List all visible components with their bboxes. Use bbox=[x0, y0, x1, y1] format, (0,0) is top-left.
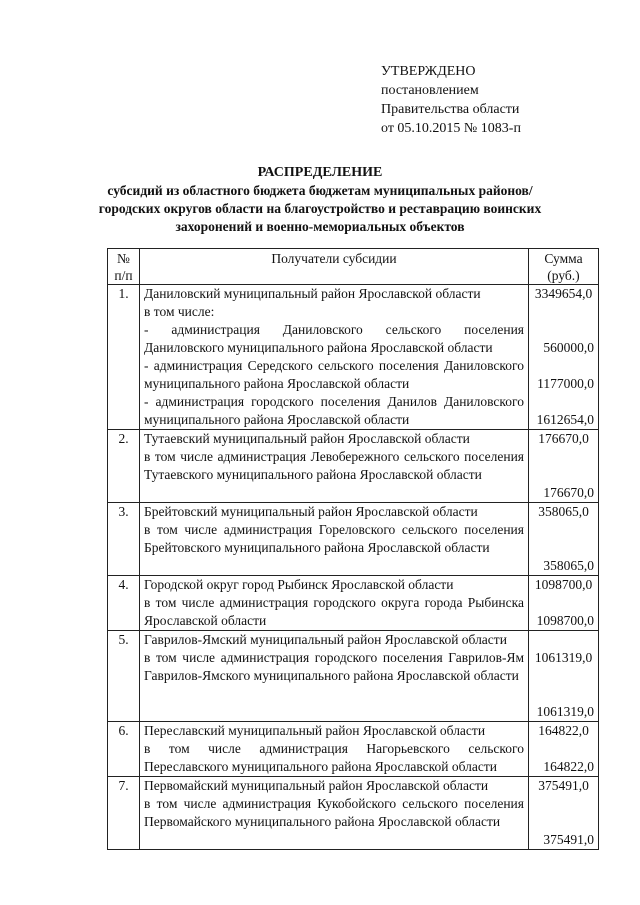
row-number: 4. bbox=[108, 576, 140, 631]
row-number: 3. bbox=[108, 503, 140, 576]
row-recipient-cell bbox=[140, 285, 529, 430]
row-sum-total: 358065,0 bbox=[538, 504, 589, 519]
recipient-main: Переславский муниципальный район Ярославской области bbox=[144, 723, 486, 738]
row-number: 5. bbox=[108, 631, 140, 722]
approval-stamp bbox=[381, 62, 521, 138]
row-recipient-cell bbox=[140, 503, 529, 576]
recipient-main: Брейтовский муниципальный район Ярославской области bbox=[144, 504, 478, 519]
recipient-detail: в том числе администрация Гореловского сельского поселения Брейтовского муниципального района Ярославской области bbox=[144, 522, 524, 555]
row-sum-total: 1098700,0 bbox=[534, 577, 593, 592]
table-row bbox=[108, 777, 599, 850]
row-sum-cell bbox=[529, 576, 599, 631]
row-sum-total: 164822,0 bbox=[538, 723, 589, 738]
row-sum-total: 3349654,0 bbox=[534, 286, 593, 301]
recipient-main: Городской округ город Рыбинск Ярославской области bbox=[144, 577, 454, 592]
row-recipient-cell bbox=[140, 576, 529, 631]
row-sum-total: 375491,0 bbox=[538, 778, 589, 793]
row-number: 6. bbox=[108, 722, 140, 777]
approval-label: УТВЕРЖДЕНО bbox=[381, 64, 476, 79]
recipient-main: Первомайский муниципальный район Ярославской области bbox=[144, 778, 489, 793]
approval-by: постановлением bbox=[381, 83, 479, 98]
header-recipients: Получатели субсидии bbox=[140, 249, 529, 285]
subsidy-table bbox=[107, 248, 599, 850]
table-row bbox=[108, 503, 599, 576]
row-sum-cell bbox=[529, 722, 599, 777]
recipient-main: Даниловский муниципальный район Ярославской области bbox=[144, 286, 481, 301]
document-title: РАСПРЕДЕЛЕНИЕ bbox=[257, 165, 383, 180]
row-sum-sub: 1177000,0 bbox=[537, 376, 594, 391]
row-number: 1. bbox=[108, 285, 140, 430]
row-number: 2. bbox=[108, 430, 140, 503]
table-header-row bbox=[108, 249, 599, 285]
recipient-detail: в том числе администрация Кукобойского сельского поселения Первомайского муниципального района Ярославской области bbox=[144, 796, 524, 829]
row-sum-total: 1061319,0 bbox=[534, 650, 593, 665]
approval-date: от 05.10.2015 № 1083-п bbox=[381, 121, 521, 136]
row-sum-sub: 560000,0 bbox=[543, 340, 594, 355]
row-sum-cell bbox=[529, 777, 599, 850]
recipient-detail: в том числе администрация городского округа города Рыбинска Ярославской области bbox=[144, 595, 524, 628]
row-recipient-cell bbox=[140, 631, 529, 722]
row-recipient-cell bbox=[140, 430, 529, 503]
header-sum: Сумма (руб.) bbox=[529, 249, 599, 285]
row-sum-cell bbox=[529, 285, 599, 430]
header-num: № п/п bbox=[108, 249, 140, 285]
recipient-incl: в том числе: bbox=[144, 304, 215, 319]
row-number: 7. bbox=[108, 777, 140, 850]
row-sum-detail: 375491,0 bbox=[543, 832, 594, 847]
recipient-sub: - администрация Середского сельского поселения Даниловского муниципального района Ярославской области bbox=[144, 358, 524, 391]
row-sum-detail: 1061319,0 bbox=[536, 704, 594, 719]
table-row bbox=[108, 576, 599, 631]
table-row bbox=[108, 285, 599, 430]
table-row bbox=[108, 631, 599, 722]
recipient-sub: - администрация Даниловского сельского поселения Даниловского муниципального района Ярославской области bbox=[144, 322, 524, 355]
row-sum-detail: 1098700,0 bbox=[536, 613, 594, 628]
recipient-main: Тутаевский муниципальный район Ярославской области bbox=[144, 431, 470, 446]
document-subtitle: субсидий из областного бюджета бюджетам муниципальных районов/ городских округов области на благоустройство и реставрацию воинских захоронений и военно-мемориальных объектов bbox=[98, 183, 542, 234]
row-sum-detail: 176670,0 bbox=[543, 485, 594, 500]
row-sum-detail: 358065,0 bbox=[543, 558, 594, 573]
recipient-detail: в том числе администрация городского поселения Гаврилов-Ям Гаврилов-Ямского муниципального района Ярославской области bbox=[144, 650, 524, 683]
recipient-detail: в том числе администрация Нагорьевского сельского Переславского муниципального района Ярославской области bbox=[144, 741, 524, 774]
row-sum-cell bbox=[529, 631, 599, 722]
recipient-main: Гаврилов-Ямский муниципальный район Ярославской области bbox=[144, 632, 507, 647]
row-sum-cell bbox=[529, 503, 599, 576]
recipient-sub: - администрация городского поселения Данилов Даниловского муниципального района Ярославской области bbox=[144, 394, 524, 427]
approval-authority: Правительства области bbox=[381, 102, 520, 117]
row-sum-detail: 164822,0 bbox=[543, 759, 594, 774]
row-sum-total: 176670,0 bbox=[538, 431, 589, 446]
table-row bbox=[108, 430, 599, 503]
row-sum-sub: 1612654,0 bbox=[536, 412, 594, 427]
row-sum-cell bbox=[529, 430, 599, 503]
row-recipient-cell bbox=[140, 777, 529, 850]
row-recipient-cell bbox=[140, 722, 529, 777]
table-row bbox=[108, 722, 599, 777]
recipient-detail: в том числе администрация Левобережного сельского поселения Тутаевского муниципального района Ярославской области bbox=[144, 449, 524, 482]
